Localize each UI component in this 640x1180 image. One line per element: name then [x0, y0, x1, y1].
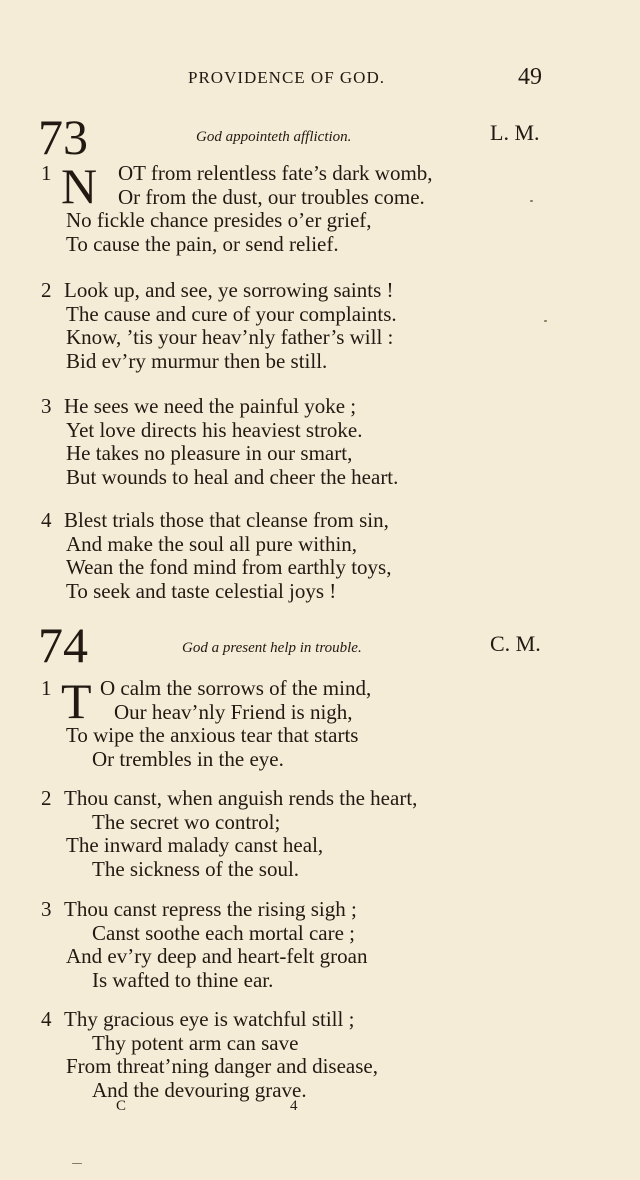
hymn-74-stanza-3	[0, 898, 640, 992]
signature-number: 4	[290, 1098, 298, 1114]
paper-speck	[530, 200, 533, 202]
stanza-number: 1	[41, 161, 52, 185]
verse-line: Know, ’tis your heav’nly father’s will :	[66, 325, 394, 349]
verse-line: Thou canst repress the rising sigh ;	[64, 897, 357, 921]
verse-line: O calm the sorrows of the mind,	[100, 676, 372, 700]
verse-line: To seek and taste celestial joys !	[66, 578, 337, 603]
stanza-number: 1	[41, 676, 52, 700]
stanza-number: 2	[41, 786, 52, 810]
verse-line: From threat’ning danger and disease,	[66, 1054, 378, 1078]
hymn-73-stanza-1	[0, 158, 640, 256]
verse-line: Bid ev’ry murmur then be still.	[66, 348, 328, 373]
hymn-meter: C. M.	[490, 631, 541, 656]
verse-line: The inward malady canst heal,	[66, 833, 324, 857]
stanza-number: 4	[41, 1007, 52, 1031]
verse-line: Or trembles in the eye.	[92, 746, 284, 771]
verse-line: Is wafted to thine ear.	[92, 967, 274, 992]
hymn-73-heading	[0, 109, 640, 165]
verse-line: And the devouring grave.	[92, 1077, 307, 1102]
verse-line: Wean the fond mind from earthly toys,	[66, 555, 392, 579]
paper-speck	[544, 320, 547, 322]
verse-line: No fickle chance presides o’er grief,	[66, 208, 372, 232]
drop-cap: N	[61, 158, 98, 214]
paper-speck	[72, 1163, 82, 1164]
hymn-73-stanza-4	[0, 509, 640, 603]
verse-line: Or from the dust, our troubles come.	[118, 184, 425, 209]
verse-line: Our heav’nly Friend is nigh,	[114, 699, 353, 724]
verse-line: To wipe the anxious tear that starts	[66, 723, 359, 747]
verse-line: Look up, and see, ye sorrowing saints !	[64, 278, 394, 302]
verse-line: Canst soothe each mortal care ;	[92, 920, 355, 945]
verse-line: Blest trials those that cleanse from sin,	[64, 508, 389, 532]
stanza-number: 3	[41, 394, 52, 418]
verse-line: And ev’ry deep and heart-felt groan	[66, 944, 368, 968]
hymn-number: 73	[38, 109, 88, 165]
verse-line: And make the soul all pure within,	[66, 531, 358, 556]
stanza-number: 3	[41, 897, 52, 921]
hymn-number: 74	[38, 617, 88, 673]
hymn-74-stanza-1	[0, 673, 640, 771]
verse-line: OT from relentless fate’s dark womb,	[118, 161, 433, 185]
page-number: 49	[518, 64, 542, 90]
hymn-subtitle: God a present help in trouble.	[182, 640, 362, 656]
drop-cap: T	[61, 673, 92, 729]
verse-line: Thou canst, when anguish rends the heart,	[64, 786, 418, 810]
hymn-subtitle: God appointeth affliction.	[196, 129, 352, 145]
verse-line: Thy potent arm can save	[92, 1030, 299, 1055]
hymn-73-stanza-3	[0, 395, 640, 489]
stanza-number: 2	[41, 278, 52, 302]
verse-line: The sickness of the soul.	[92, 856, 300, 881]
verse-line: He sees we need the painful yoke ;	[64, 394, 357, 418]
verse-line: To cause the pain, or send relief.	[66, 231, 339, 256]
verse-line: Thy gracious eye is watchful still ;	[64, 1007, 355, 1031]
verse-line: The secret wo control;	[92, 809, 281, 834]
hymn-74-stanza-2	[0, 787, 640, 881]
hymn-74-stanza-4	[0, 1008, 640, 1102]
hymn-meter: L. M.	[490, 120, 540, 145]
stanza-number: 4	[41, 508, 52, 532]
verse-line: But wounds to heal and cheer the heart.	[66, 464, 399, 489]
verse-line: Yet love directs his heaviest stroke.	[66, 417, 363, 442]
running-head-title: PROVIDENCE OF GOD.	[188, 68, 385, 87]
verse-line: The cause and cure of your complaints.	[66, 301, 397, 326]
hymn-74-heading	[0, 617, 640, 673]
hymn-73-stanza-2	[0, 279, 640, 373]
running-head	[0, 66, 640, 92]
signature-letter: C	[116, 1098, 127, 1114]
verse-line: He takes no pleasure in our smart,	[66, 441, 353, 465]
